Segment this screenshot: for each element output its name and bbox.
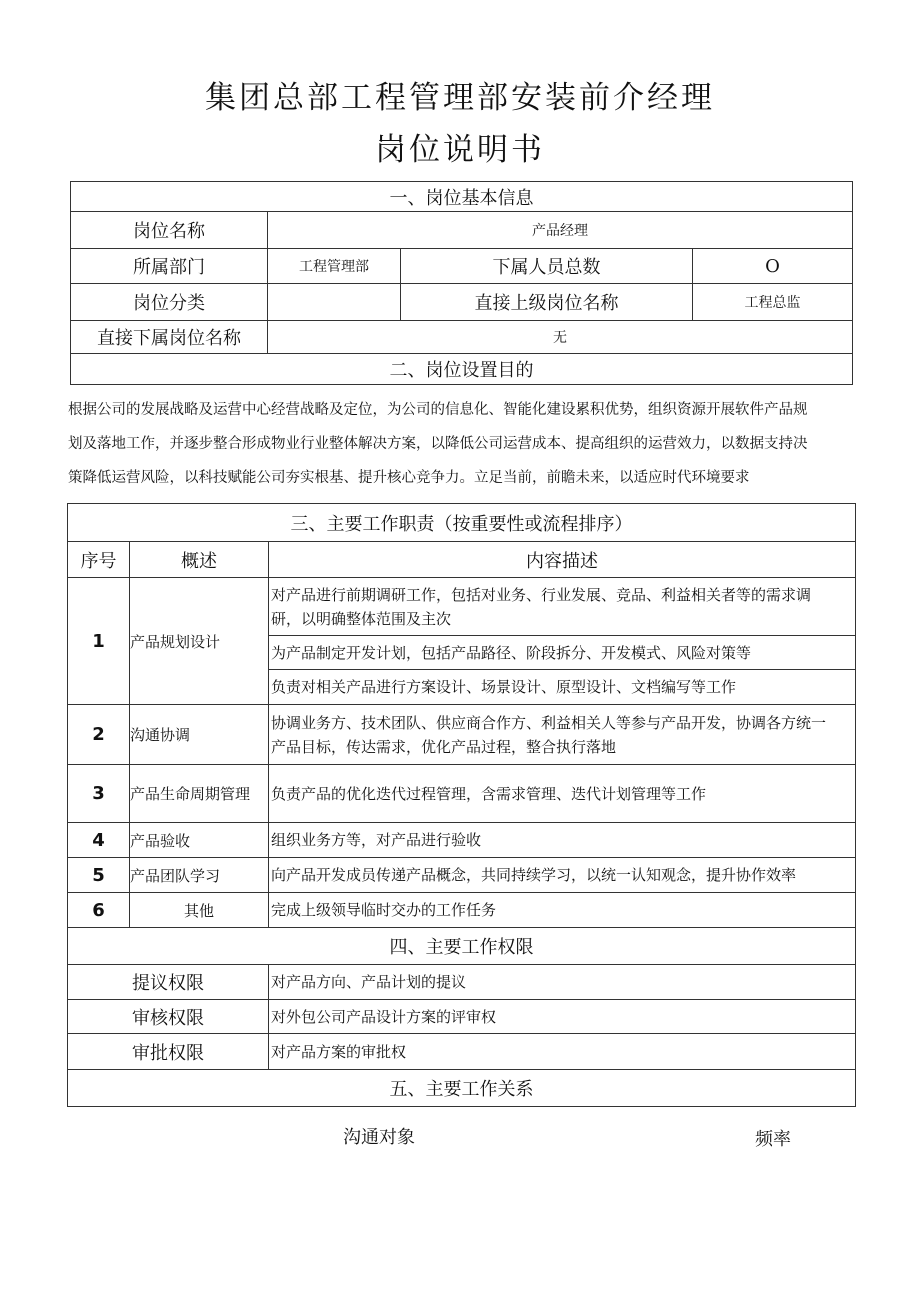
- section5-heading: 五、主要工作关系: [68, 1070, 856, 1107]
- row-summary: 产品规划设计: [130, 578, 269, 705]
- authority-label: 提议权限: [68, 965, 269, 1000]
- basic-info-table: [70, 181, 853, 385]
- position-name-value: 产品经理: [268, 212, 853, 249]
- document-title: 集团总部工程管理部安装前介经理: [205, 80, 715, 116]
- table-row: [68, 578, 856, 636]
- row-summary: 沟通协调: [130, 705, 269, 765]
- row-number: 4: [68, 823, 130, 858]
- row-description: 协调业务方、技术团队、供应商合作方、利益相关人等参与产品开发，协调各方统一 产品目标，传达需求，优化产品过程，整合执行落地: [269, 705, 856, 765]
- table-row: [68, 765, 856, 823]
- authority-value: 对产品方向、产品计划的提议: [269, 965, 856, 1000]
- col-no-header: 序号: [68, 542, 130, 578]
- row-description: 向产品开发成员传递产品概念，共同持续学习，以统一认知观念，提升协作效率: [269, 858, 856, 893]
- section3-heading: 三、主要工作职责（按重要性或流程排序）: [68, 504, 856, 542]
- row-summary: 其他: [130, 893, 269, 928]
- department-value: 工程管理部: [268, 249, 401, 284]
- table-row: [68, 893, 856, 928]
- superior-value: 工程总监: [693, 284, 853, 321]
- duties-table: [67, 503, 856, 1107]
- col-desc-header: 内容描述: [269, 542, 856, 578]
- department-label: 所属部门: [71, 249, 268, 284]
- category-value: [268, 284, 401, 321]
- row-description: 负责对相关产品进行方案设计、场景设计、原型设计、文档编写等工作: [269, 670, 856, 705]
- table-row: [68, 705, 856, 765]
- authority-row: [68, 1034, 856, 1070]
- section1-heading: 一、岗位基本信息: [71, 182, 853, 212]
- direct-sub-label: 直接下属岗位名称: [71, 321, 268, 354]
- row-number: 5: [68, 858, 130, 893]
- authority-value: 对产品方案的审批权: [269, 1034, 856, 1070]
- document-subtitle: 岗位说明书: [375, 132, 545, 168]
- row-description: 负责产品的优化迭代过程管理，含需求管理、迭代计划管理等工作: [269, 765, 856, 823]
- authority-value: 对外包公司产品设计方案的评审权: [269, 1000, 856, 1034]
- section2-heading: 二、岗位设置目的: [71, 354, 853, 385]
- row-description: 为产品制定开发计划，包括产品路径、阶段拆分、开发模式、风险对策等: [269, 636, 856, 670]
- row-description: 组织业务方等，对产品进行验收: [269, 823, 856, 858]
- row-summary: 产品团队学习: [130, 858, 269, 893]
- direct-sub-value: 无: [268, 321, 853, 354]
- subordinates-value: O: [693, 249, 853, 284]
- superior-label: 直接上级岗位名称: [401, 284, 693, 321]
- authority-label: 审核权限: [68, 1000, 269, 1034]
- col-summary-header: 概述: [130, 542, 269, 578]
- purpose-line-2: 划及落地工作，并逐步整合形成物业行业整体解决方案，以降低公司运营成本、提高组织的运营效力，以数据支持决: [68, 436, 808, 452]
- row-number: 6: [68, 893, 130, 928]
- table-row: [68, 858, 856, 893]
- purpose-line-1: 根据公司的发展战略及运营中心经营战略及定位，为公司的信息化、智能化建设累积优势，组织资源开展软件产品规: [68, 402, 808, 418]
- authority-label: 审批权限: [68, 1034, 269, 1070]
- table-row: [68, 823, 856, 858]
- row-number: 2: [68, 705, 130, 765]
- subordinates-label: 下属人员总数: [401, 249, 693, 284]
- authority-row: [68, 965, 856, 1000]
- purpose-paragraph: [68, 393, 858, 495]
- row-number: 3: [68, 765, 130, 823]
- section4-heading: 四、主要工作权限: [68, 928, 856, 965]
- frequency-column-header: 频率: [755, 1129, 791, 1150]
- row-description: 完成上级领导临时交办的工作任务: [269, 893, 856, 928]
- category-label: 岗位分类: [71, 284, 268, 321]
- position-name-label: 岗位名称: [71, 212, 268, 249]
- row-number: 1: [68, 578, 130, 705]
- purpose-line-3: 策降低运营风险，以科技赋能公司夯实根基、提升核心竞争力。立足当前，前瞻未来，以适应时代环境要求: [68, 470, 750, 486]
- authority-row: [68, 1000, 856, 1034]
- row-summary: 产品验收: [130, 823, 269, 858]
- row-summary: 产品生命周期管理: [130, 765, 269, 823]
- row-description: 对产品进行前期调研工作，包括对业务、行业发展、竞品、利益相关者等的需求调 研，以明确整体范围及主次: [269, 578, 856, 636]
- contact-column-header: 沟通对象: [343, 1127, 415, 1148]
